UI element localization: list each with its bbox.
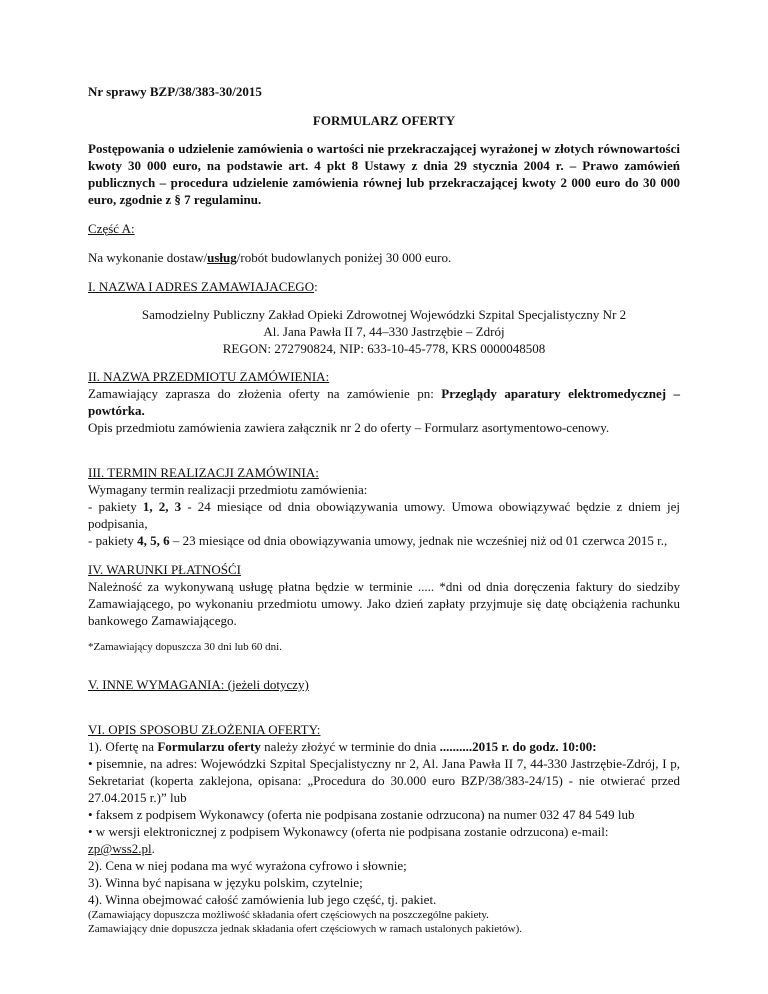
section-6-item-3: 3). Winna być napisana w języku polskim, czytelnie; (88, 875, 363, 890)
section-3-heading: III. TERMIN REALIZACJI ZAMÓWINIA: (88, 465, 319, 480)
ordering-party-address (88, 306, 680, 357)
partial-offers-note-1: (Zamawiający dopuszcza możliwość składania ofert częściowych na poszczególne pakiety. (88, 909, 489, 921)
section-2-description: Opis przedmiotu zamówienia zawiera załącznik nr 2 do oferty – Formularz asortymentowo-cenowy. (88, 420, 610, 435)
section-6-item-1: 1). Ofertę na Formularzu oferty należy złożyć w terminie do dnia ..........2015 r. do godz. 10:00: (88, 739, 597, 754)
section-6-item-4: 4). Winna obejmować całość zamówienia lub jego część, tj. pakiet. (88, 892, 437, 907)
form-title: FORMULARZ OFERTY (312, 113, 456, 128)
section-1-heading: I. NAZWA I ADRES ZAMAWIAJACEGO: (88, 279, 318, 294)
section-3-intro: Wymagany termin realizacji przedmiotu zamówienia: (88, 482, 368, 497)
section-4-heading: IV. WARUNKI PŁATNOŚĆI (88, 562, 242, 577)
email-link[interactable]: zp@wss2.pl (88, 841, 152, 856)
partial-offers-note-2: Zamawiający dnie dopuszcza jednak składania ofert częściowych w ramach ustalonych pakietów). (88, 923, 523, 935)
submission-by-fax: • faksem z podpisem Wykonawcy (oferta nie podpisana zostanie odrzucona) na numer 032 47 84 549 lub (88, 807, 635, 822)
ordering-party-registry: REGON: 272790824, NIP: 633-10-45-778, KRS 0000048508 (222, 341, 546, 356)
section-3-item-2: - pakiety 4, 5, 6 – 23 miesiące od dnia obowiązywania umowy, jednak nie wcześniej niż od 01 czerwca 2015 r., (88, 533, 668, 548)
selected-option-uslug: usług (207, 250, 237, 265)
intro-paragraph: Postępowania o udzielenie zamówienia o wartości nie przekraczającej wyrażonej w złotych równowartości kwoty 30 000 euro, na podstawie art. 4 pkt 8 Ustawy z dnia 29 stycznia 2004 r. – Prawo zamówień publicznych – procedura udzielenie zamówienia równej lub przekraczającej kwoty 2 000 euro do 30 000 euro, zgodnie z § 7 regulaminu. (88, 141, 680, 207)
section-6-heading: VI. OPIS SPOSOBU ZŁOŻENIA OFERTY: (88, 722, 321, 737)
ordering-party-name: Samodzielny Publiczny Zakład Opieki Zdrowotnej Wojewódzki Szpital Specjalistyczny Nr 2 (141, 307, 627, 322)
submission-by-email: • w wersji elektronicznej z podpisem Wykonawcy (oferta nie podpisana zostanie odrzucona) e-mail: (88, 824, 609, 839)
case-number: Nr sprawy BZP/38/383-30/2015 (88, 84, 262, 99)
section-2-text: Zamawiający zaprasza do złożenia oferty na zamówienie pn: Przeglądy aparatury elektromedycznej – powtórka. (88, 386, 680, 418)
part-a-line: Na wykonanie dostaw/usług/robót budowlanych poniżej 30 000 euro. (88, 250, 452, 265)
submission-by-post: • pisemnie, na adres: Wojewódzki Szpital Specjalistyczny nr 2, Al. Jana Pawła II 7, 44-330 Jastrzębie-Zdrój, I p, Sekretariat (koperta zaklejona, opisana: „Procedura do 30.000 euro BZP/38/383-24/15) - nie otwierać przed 27.04.2015 r.)” lub (88, 756, 680, 805)
section-4-text: Należność za wykonywaną usługę płatna będzie w terminie ..... *dni od dnia doręczenia faktury do siedziby Zamawiającego, po wykonaniu przedmiotu umowy. Jako dzień zapłaty przyjmuje się datę obciążenia rachunku bankowego Zamawiającego. (88, 579, 680, 628)
payment-footnote: *Zamawiający dopuszcza 30 dni lub 60 dni. (88, 641, 282, 653)
part-a-label: Część A: (88, 221, 135, 236)
ordering-party-street: Al. Jana Pawła II 7, 44–330 Jastrzębie – Zdrój (263, 324, 505, 339)
section-3-item-1: - pakiety 1, 2, 3 - 24 miesiące od dnia obowiązywania umowy. Umowa obowiązywać będzie z dniem jej podpisania, (88, 499, 681, 531)
email-line: zp@wss2.pl. (88, 841, 155, 856)
section-5-heading: V. INNE WYMAGANIA: (jeżeli dotyczy) (88, 677, 309, 692)
section-6-item-2: 2). Cena w niej podana ma wyć wyrażona cyfrowo i słownie; (88, 858, 407, 873)
section-2-heading: II. NAZWA PRZEDMIOTU ZAMÓWIENIA: (88, 369, 330, 384)
